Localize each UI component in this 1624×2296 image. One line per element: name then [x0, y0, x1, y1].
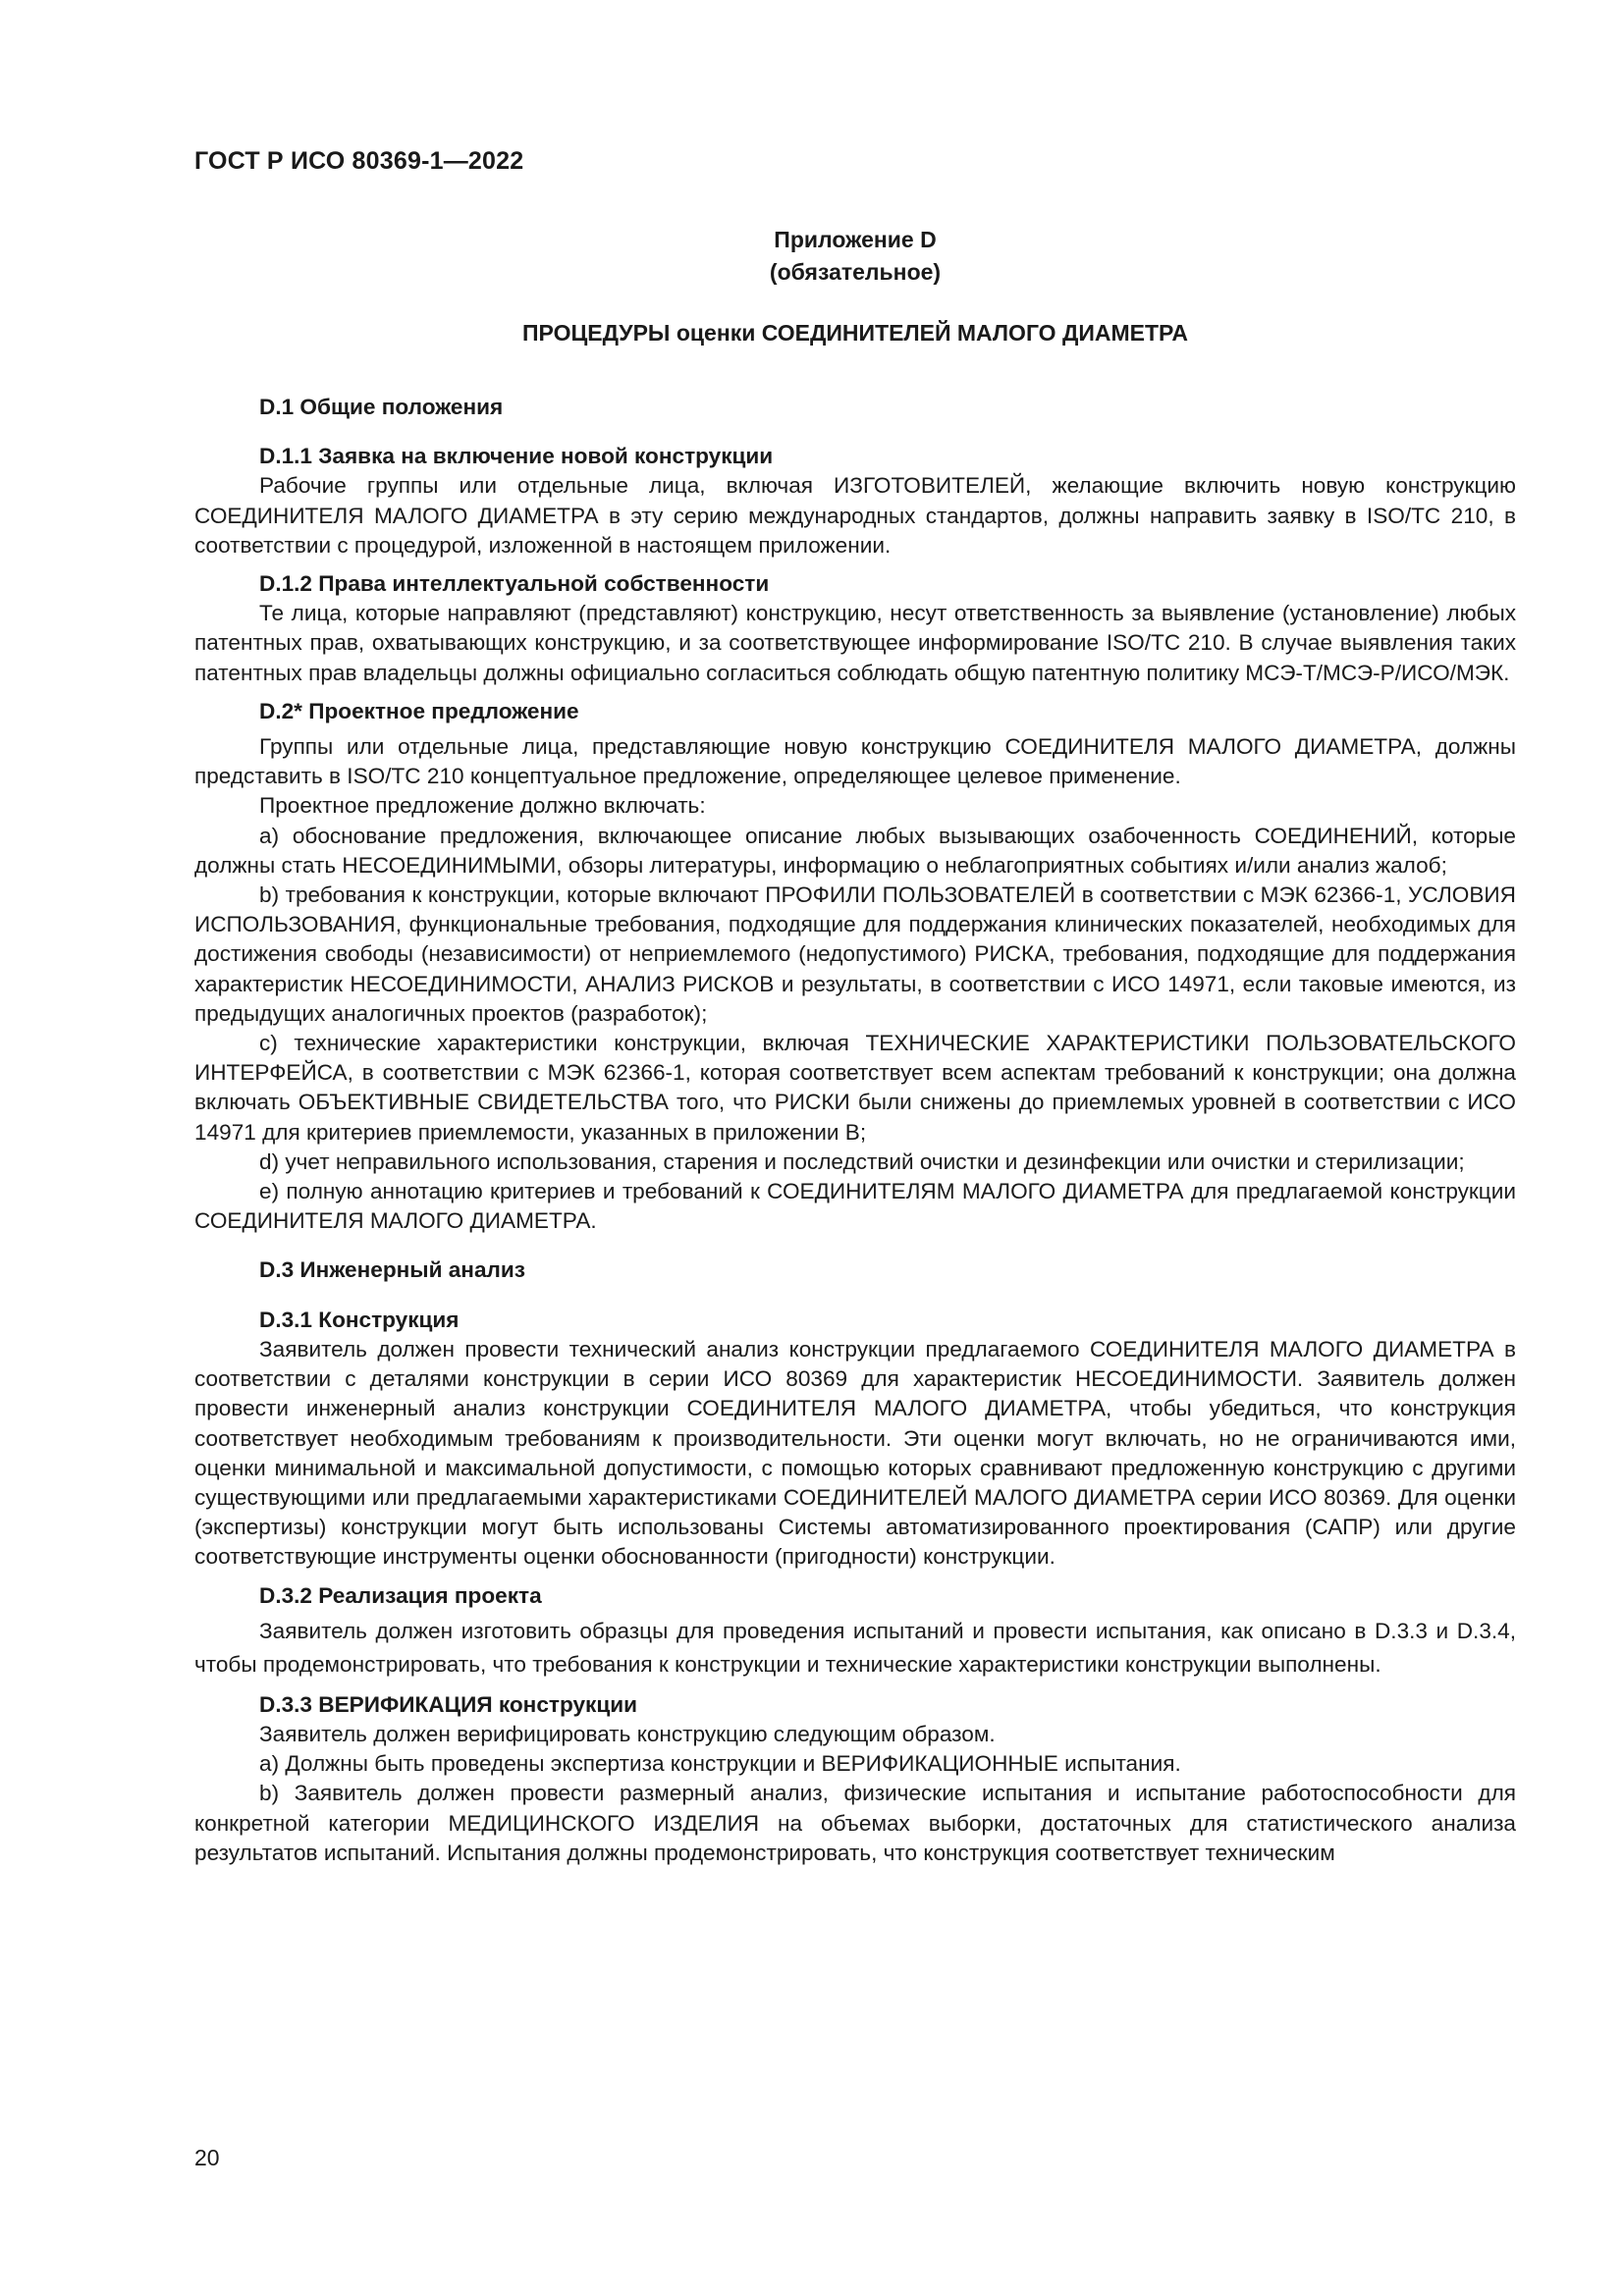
paragraph: Заявитель должен изготовить образцы для проведения испытаний и провести испытания, как описано в D.3.3 и D.3.4, чтобы продемонстрировать, что требования к конструкции и технические характеристики конструкции выполнены. — [194, 1618, 1516, 1677]
list-item: e) полную аннотацию критериев и требований к СОЕДИНИТЕЛЯМ МАЛОГО ДИАМЕТРА для предлагаемой конструкции СОЕДИНИТЕЛЯ МАЛОГО ДИАМЕТРА. — [194, 1179, 1516, 1234]
appendix-title: ПРОЦЕДУРЫ оценки СОЕДИНИТЕЛЕЙ МАЛОГО ДИАМЕТРА — [522, 320, 1188, 346]
list-item: a) Должны быть проведены экспертиза конструкции и ВЕРИФИКАЦИОННЫЕ испытания. — [259, 1751, 1181, 1777]
list-item: c) технические характеристики конструкции, включая ТЕХНИЧЕСКИЕ ХАРАКТЕРИСТИКИ ПОЛЬЗОВАТЕЛЬСКОГО ИНТЕРФЕЙСА, в соответствии с МЭК 62366-1, которая соответствует всем аспектам требований к конструкции; она должна включать ОБЪЕКТИВНЫЕ СВИДЕТЕЛЬСТВА того, что РИСКИ были снижены до приемлемых уровней в соответствии с ИСО 14971 для критериев приемлемости, указанных в приложении B; — [194, 1031, 1516, 1145]
section-heading-d3-1: D.3.1 Конструкция — [259, 1307, 460, 1332]
section-heading-d1: D.1 Общие положения — [259, 395, 504, 419]
section-heading-d3-3: D.3.3 ВЕРИФИКАЦИЯ конструкции — [259, 1691, 637, 1717]
section-heading-d3: D.3 Инженерный анализ — [259, 1257, 525, 1283]
paragraph: Заявитель должен провести технический анализ конструкции предлагаемого СОЕДИНИТЕЛЯ МАЛОГО ДИАМЕТРА в соответствии с деталями конструкции в серии ИСО 80369 для характеристик НЕСОЕДИНИМОСТИ. Заявитель должен провести инженерный анализ конструкции СОЕДИНИТЕЛЯ МАЛОГО ДИАМЕТРА, чтобы убедиться, что конструкция соответствует необходимым требованиям к производительности. Эти оценки могут включать, но не ограничиваются ими, оценки минимальной и максимальной допустимости, с помощью которых сравнивают предложенную конструкцию с другими существующими или предлагаемыми характеристиками СОЕДИНИТЕЛЕЙ МАЛОГО ДИАМЕТРА серии ИСО 80369. Для оценки (экспертизы) конструкции могут быть использованы Системы автоматизированного проектирования (САПР) или другие соответствующие инструменты оценки обоснованности (пригодности) конструкции. — [194, 1336, 1516, 1570]
section-heading-d1-2: D.1.2 Права интеллектуальной собственности — [259, 571, 770, 597]
paragraph: Заявитель должен верифицировать конструкцию следующим образом. — [259, 1721, 996, 1746]
section-heading-d2: D.2* Проектное предложение — [259, 698, 579, 723]
paragraph: Проектное предложение должно включать: — [259, 793, 706, 819]
document-body — [194, 393, 1516, 1868]
list-item: d) учет неправильного использования, старения и последствий очистки и дезинфекции или очистки и стерилизации; — [259, 1148, 1465, 1174]
appendix-status: (обязательное) — [769, 259, 942, 285]
section-heading-d3-2: D.3.2 Реализация проекта — [259, 1582, 542, 1608]
appendix-label-block — [194, 224, 1516, 289]
paragraph: Те лица, которые направляют (представляют) конструкцию, несут ответственность за выявление (установление) любых патентных прав, охватывающих конструкцию, и за соответствующее информирование ISO/TC 210. В случае выявления таких патентных прав владельцы должны официально согласиться соблюдать общую патентную политику МСЭ-Т/МСЭ-Р/ИСО/МЭК. — [194, 601, 1516, 685]
list-item: b) Заявитель должен провести размерный анализ, физические испытания и испытание работоспособности для конкретной категории МЕДИЦИНСКОГО ИЗДЕЛИЯ на объемах выборки, достаточных для статистического анализа результатов испытаний. Испытания должны продемонстрировать, что конструкция соответствует техническим — [194, 1781, 1516, 1865]
appendix-label: Приложение D — [774, 227, 937, 252]
page-number: 20 — [194, 2145, 220, 2170]
paragraph: Рабочие группы или отдельные лица, включая ИЗГОТОВИТЕЛЕЙ, желающие включить новую конструкцию СОЕДИНИТЕЛЯ МАЛОГО ДИАМЕТРА в эту серию международных стандартов, должны направить заявку в ISO/TC 210, в соответствии с процедурой, изложенной в настоящем приложении. — [194, 473, 1516, 558]
list-item: a) обоснование предложения, включающее описание любых вызывающих озабоченность СОЕДИНЕНИЙ, которые должны стать НЕСОЕДИНИМЫМИ, обзоры литературы, информацию о неблагоприятных событиях и/или анализ жалоб; — [194, 823, 1516, 878]
document-header: ГОСТ Р ИСО 80369-1—2022 — [194, 147, 524, 175]
list-item: b) требования к конструкции, которые включают ПРОФИЛИ ПОЛЬЗОВАТЕЛЕЙ в соответствии с МЭК 62366-1, УСЛОВИЯ ИСПОЛЬЗОВАНИЯ, функциональные требования, подходящие для поддержания клинических показателей, необходимых для достижения свободы (независимости) от неприемлемого (недопустимого) РИСКА, требования, подходящие для поддержания характеристик НЕСОЕДИНИМОСТИ, АНАЛИЗ РИСКОВ и результаты, в соответствии с ИСО 14971, если таковые имеются, из предыдущих аналогичных проектов (разработок); — [194, 882, 1516, 1026]
paragraph: Группы или отдельные лица, представляющие новую конструкцию СОЕДИНИТЕЛЯ МАЛОГО ДИАМЕТРА, должны представить в ISO/TC 210 концептуальное предложение, определяющее целевое применение. — [194, 734, 1516, 789]
section-heading-d1-1: D.1.1 Заявка на включение новой конструкции — [259, 444, 774, 469]
